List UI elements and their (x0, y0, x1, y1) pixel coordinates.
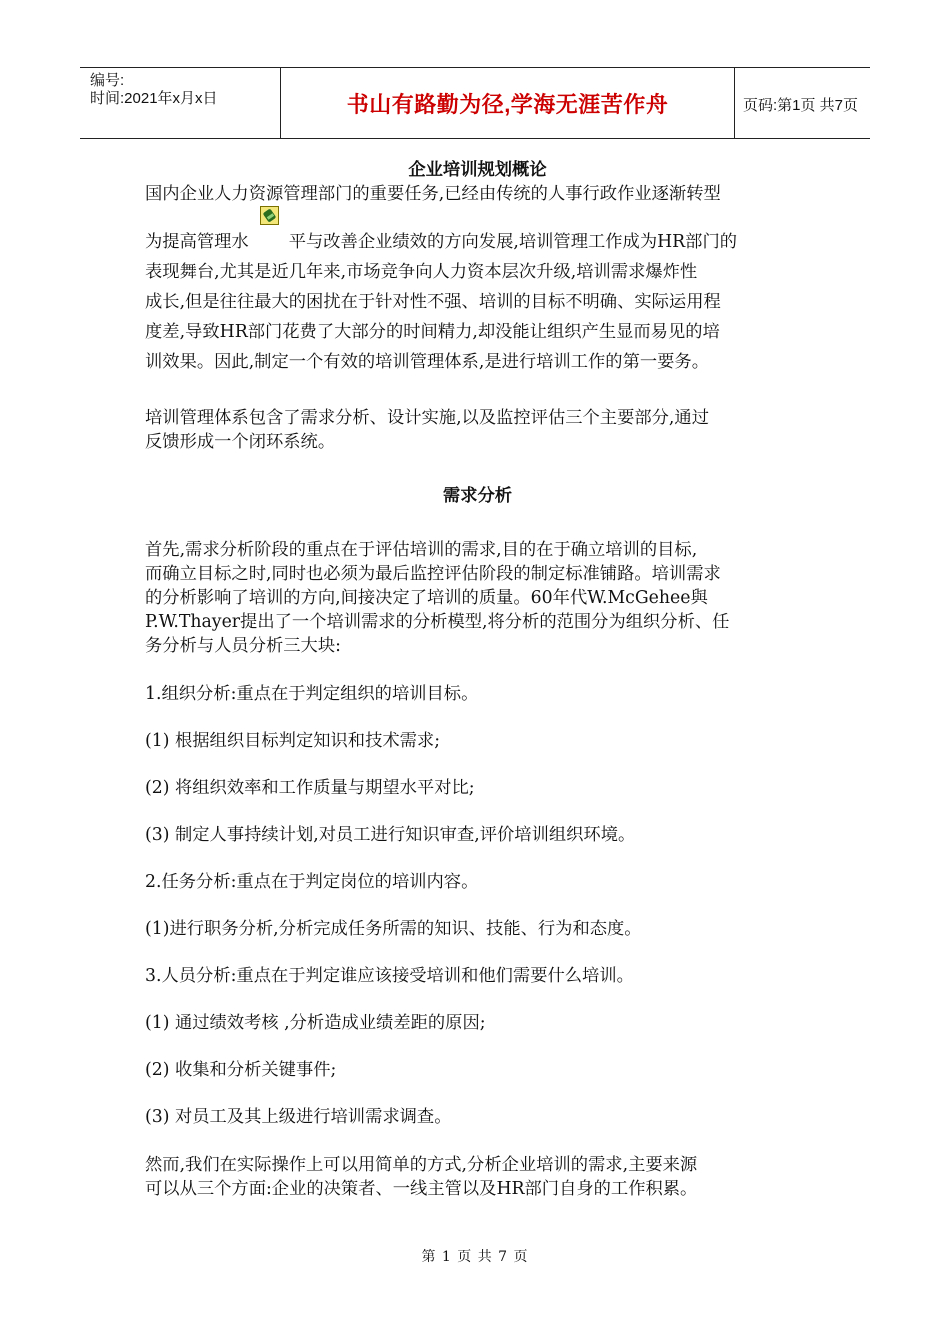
header-page-label: 页码:第1页 共7页 (743, 97, 859, 114)
header-motto: 书山有路勤为径,学海无涯苦作舟 (346, 92, 669, 117)
paragraph-line: 然而,我们在实际操作上可以用简单的方式,分析企业培训的需求,主要来源 (145, 1155, 698, 1175)
page-footer: 第 1 页 共 7 页 (421, 1249, 529, 1265)
page-header (80, 67, 870, 139)
doc-time-label: 时间:2021年x月x日 (90, 90, 218, 107)
text-fragment: 平与改善企业绩效的方向发展,培训管理工作成为HR部门的 (288, 232, 738, 252)
list-heading: 3.人员分析:重点在于判定谁应该接受培训和他们需要什么培训。 (145, 966, 634, 986)
embedded-object-icon[interactable] (260, 206, 279, 225)
paragraph-line: 训效果。因此,制定一个有效的培训管理体系,是进行培训工作的第一要务。 (145, 352, 709, 372)
paragraph-line: 国内企业人力资源管理部门的重要任务,已经由传统的人事行政作业逐渐转型 (145, 184, 721, 204)
section-heading: 需求分析 (442, 486, 513, 506)
list-item: (1) 通过绩效考核 ,分析造成业绩差距的原因; (145, 1013, 486, 1033)
list-item: (1) 根据组织目标判定知识和技术需求; (145, 731, 441, 751)
list-item: (3) 对员工及其上级进行培训需求调查。 (145, 1107, 452, 1127)
paragraph-line: 务分析与人员分析三大块: (145, 636, 341, 656)
header-info-cell (80, 68, 280, 138)
paragraph-line: 度差,导致HR部门花费了大部分的时间精力,却没能让组织产生显而易见的培 (145, 322, 720, 342)
paragraph-line: 反馈形成一个闭环系统。 (145, 432, 336, 452)
document-title: 企业培训规划概论 (408, 160, 547, 180)
text-fragment: 为提高管理水 (145, 232, 249, 252)
document-body (145, 158, 810, 1201)
list-item: (2) 收集和分析关键事件; (145, 1060, 337, 1080)
list-item: (3) 制定人事持续计划,对员工进行知识审查,评价培训组织环境。 (145, 825, 636, 845)
list-item: (1)进行职务分析,分析完成任务所需的知识、技能、行为和态度。 (145, 919, 642, 939)
paragraph-line: 培训管理体系包含了需求分析、设计实施,以及监控评估三个主要部分,通过 (145, 408, 709, 428)
paragraph-line: 表现舞台,尤其是近几年来,市场竞争向人力资本层次升级,培训需求爆炸性 (145, 262, 698, 282)
embedded-object-row (145, 206, 810, 228)
intro-paragraph (145, 182, 810, 374)
list-heading: 2.任务分析:重点在于判定岗位的培训内容。 (145, 872, 479, 892)
paragraph-line (145, 230, 810, 254)
header-page-cell (735, 68, 870, 138)
paragraph-line: 而确立目标之时,同时也必须为最后监控评估阶段的制定标准铺路。培训需求 (145, 564, 721, 584)
list-item: (2) 将组织效率和工作质量与期望水平对比; (145, 778, 475, 798)
paragraph-line: 成长,但是往往最大的困扰在于针对性不强、培训的目标不明确、实际运用程 (145, 292, 721, 312)
list-heading: 1.组织分析:重点在于判定组织的培训目标。 (145, 684, 479, 704)
paragraph-line: 可以从三个方面:企业的决策者、一线主管以及HR部门自身的工作积累。 (145, 1179, 698, 1199)
paragraph-line: P.W.Thayer提出了一个培训需求的分析模型,将分析的范围分为组织分析、任 (145, 612, 730, 632)
system-paragraph (145, 406, 810, 454)
header-motto-cell (280, 68, 735, 138)
doc-number-label: 编号: (90, 72, 125, 89)
analysis-paragraph (145, 538, 810, 658)
paragraph-line: 的分析影响了培训的方向,间接决定了培训的质量。60年代W.McGehee與 (145, 588, 708, 608)
paragraph-line: 首先,需求分析阶段的重点在于评估培训的需求,目的在于确立培训的目标, (145, 540, 698, 560)
closing-paragraph (145, 1153, 810, 1201)
